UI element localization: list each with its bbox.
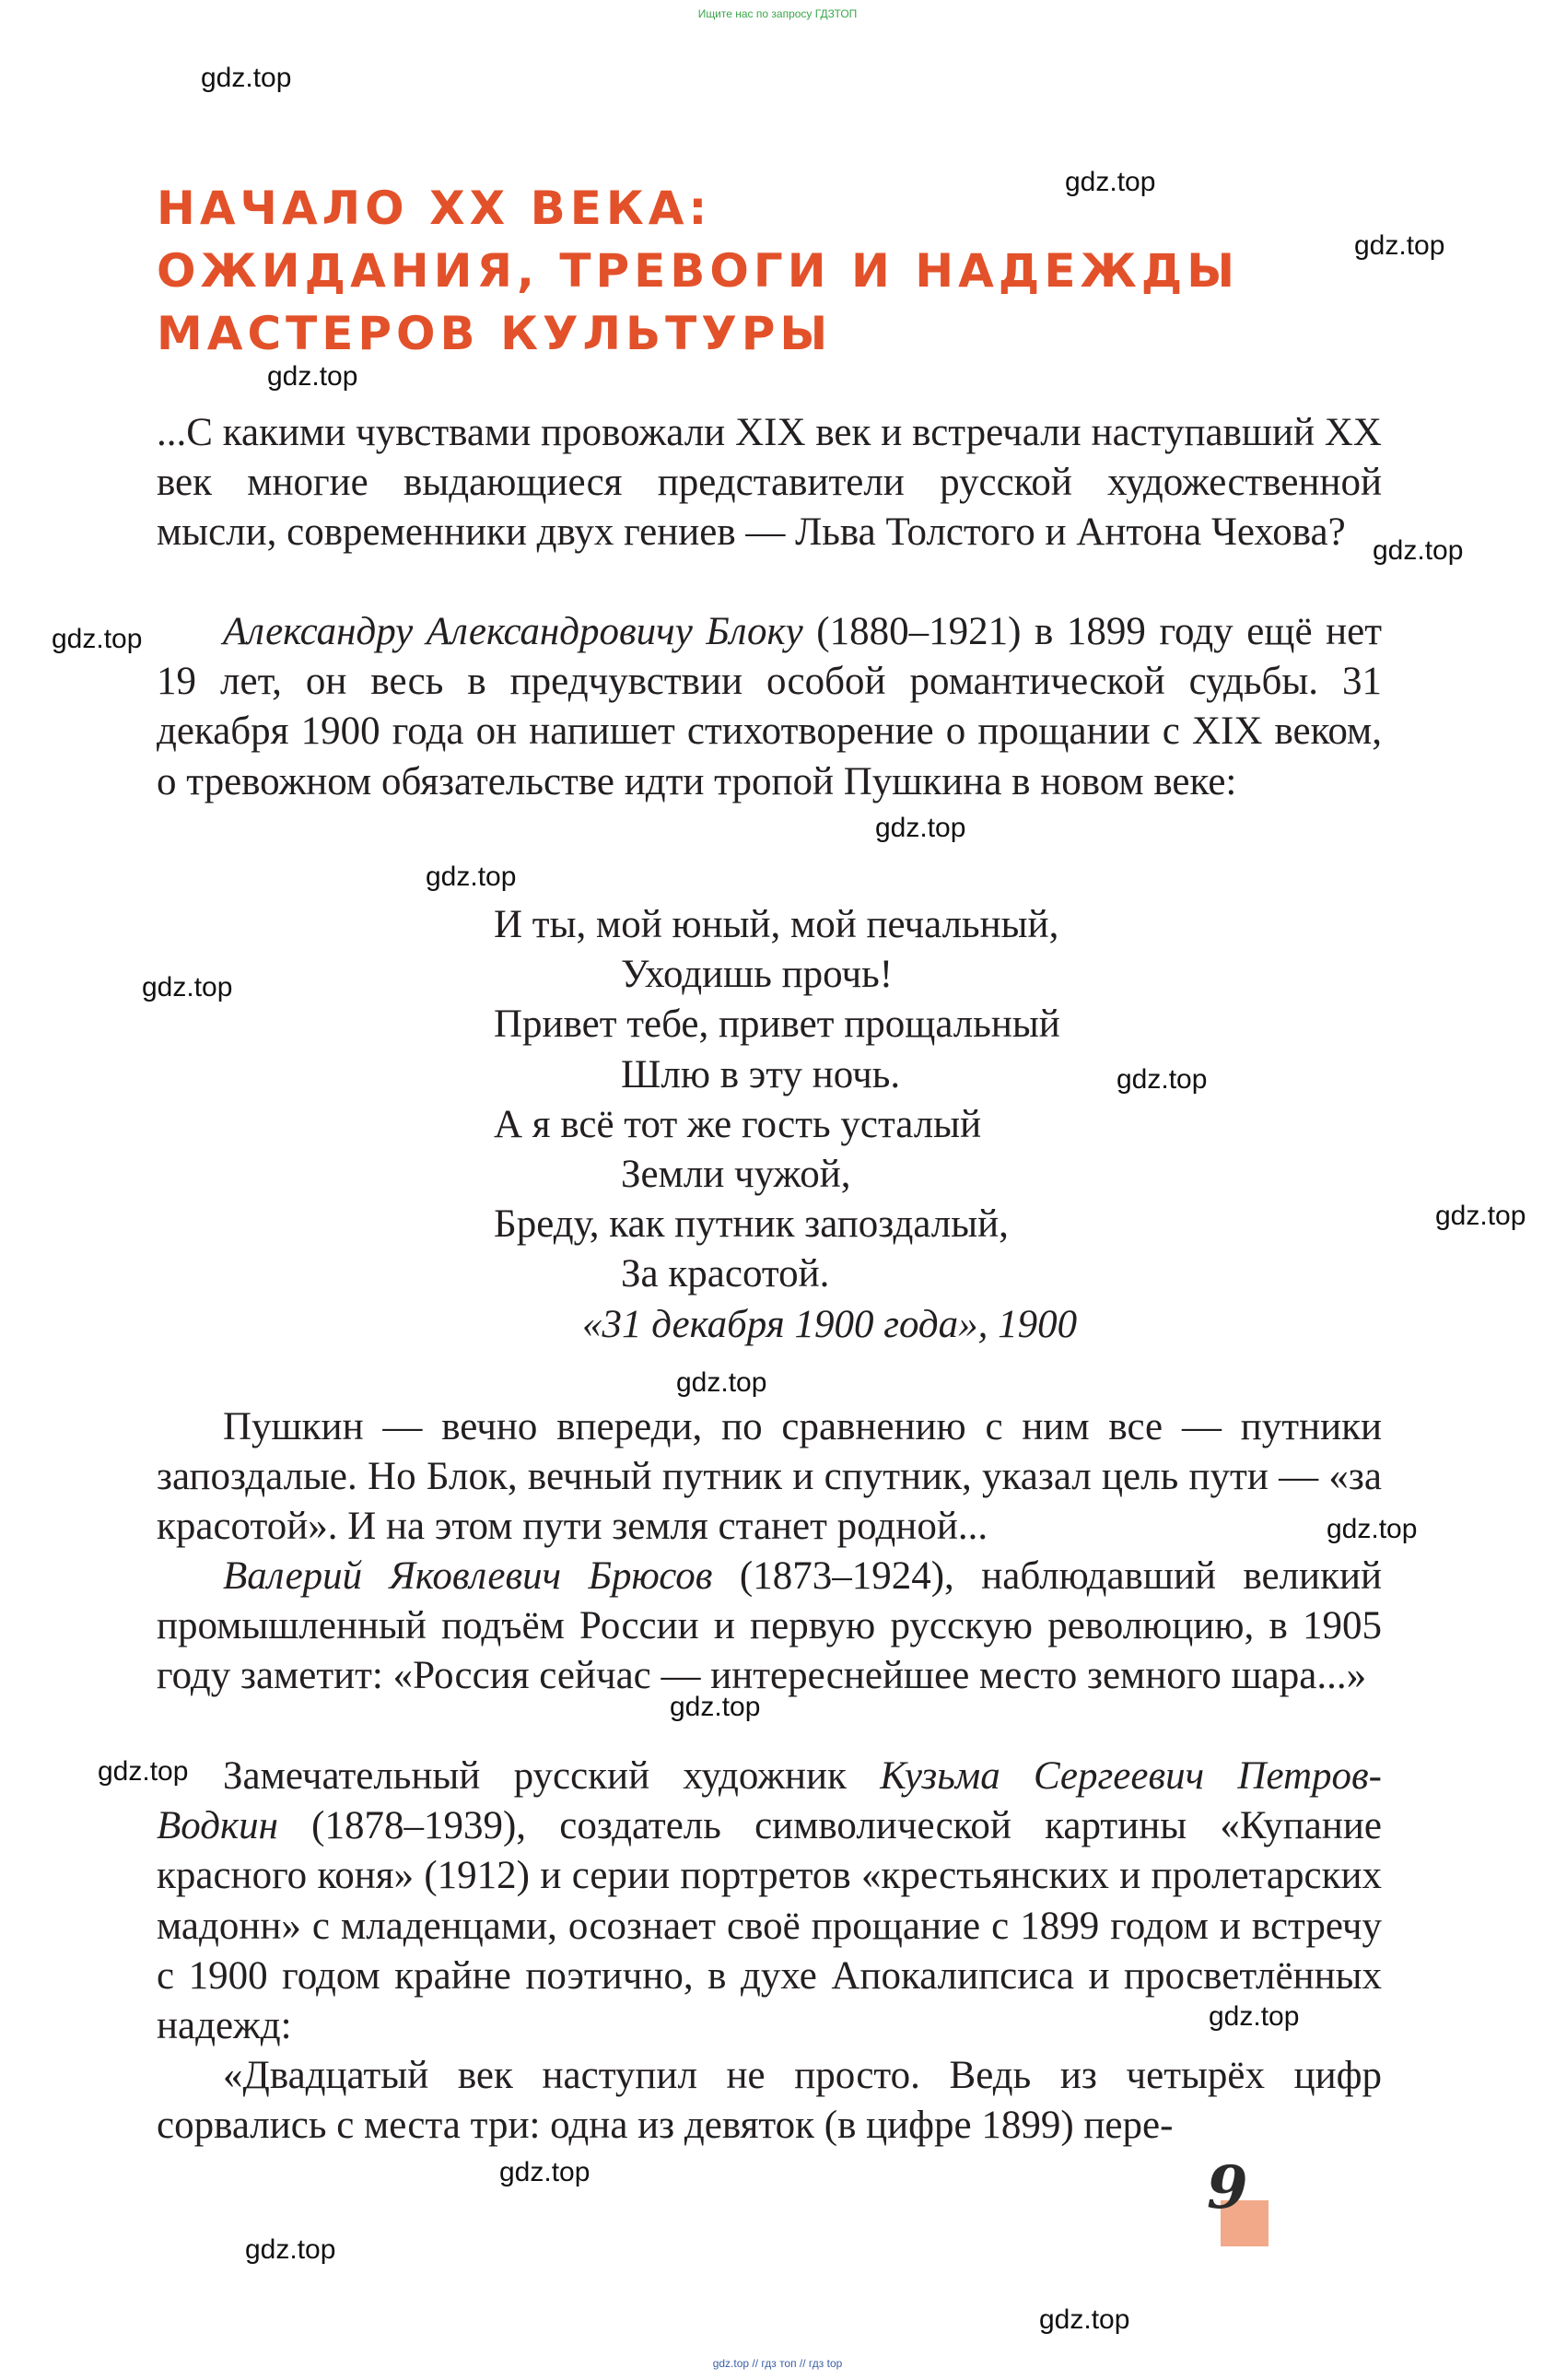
poem-line-5: А я всё тот же гость усталый xyxy=(494,1102,982,1146)
watermark: gdz.top xyxy=(142,972,233,1002)
poem-caption: «31 декабря 1900 года», 1900 xyxy=(582,1302,1078,1346)
watermark: gdz.top xyxy=(1065,167,1156,197)
paragraph-blok xyxy=(157,607,1382,807)
paragraph-petrov-vodkin-lead: Замечательный русский художник xyxy=(223,1754,881,1798)
watermark: gdz.top xyxy=(201,63,292,93)
name-petrov-vodkin: Кузьма Сергеевич Петров-Водкин xyxy=(157,1754,1383,1848)
title-line-2: ОЖИДАНИЯ, ТРЕВОГИ И НАДЕЖДЫ xyxy=(157,244,1240,298)
poem-line-2: Уходишь прочь! xyxy=(621,953,894,997)
paragraph-bryusov-text: (1873–1924), наблюдавший великий промышленный подъём России и первую русскую революцию, в 1905 году заметит: «Россия сейчас — интереснейшее место земного шара...» xyxy=(157,1554,1382,1698)
paragraph-pushkin: Пушкин — вечно впереди, по сравнению с ним все — путники запоздалые. Но Блок, вечный путник и спутник, указал цель пути — «за красотой». И на этом пути земля станет родной... xyxy=(157,1405,1382,1549)
watermark: gdz.top xyxy=(499,2157,590,2187)
title-line-3: МАСТЕРОВ КУЛЬТУРЫ xyxy=(157,307,833,360)
watermark: gdz.top xyxy=(1354,230,1445,261)
top-banner: Ищите нас по запросу ГДЗТОП xyxy=(697,7,858,20)
watermark: gdz.top xyxy=(52,624,143,654)
watermark: gdz.top xyxy=(1373,535,1464,566)
poem-line-1: И ты, мой юный, мой печальный, xyxy=(494,903,1059,946)
watermark: gdz.top xyxy=(426,862,517,892)
paragraph-blok-text: (1880–1921) в 1899 году ещё нет 19 лет, он весь в предчувствии особой романтической судьбы. 31 декабря 1900 года он напишет стихотворение о прощании с XIX веком, о тревожном обязательстве идти тропой Пушкина в новом веке: xyxy=(157,610,1383,803)
poem-line-4: Шлю в эту ночь. xyxy=(621,1052,901,1096)
paragraph-quote: «Двадцатый век наступил не просто. Ведь из четырёх цифр сорвались с места три: одна из девяток (в цифре 1899) пере- xyxy=(157,2054,1382,2148)
watermark: gdz.top xyxy=(1209,2001,1300,2032)
poem-line-3: Привет тебе, привет прощальный xyxy=(494,1002,1060,1047)
paragraph-intro: ...С какими чувствами провожали XIX век и встречали наступавший XX век многие выдающиеся представители русской художественной мысли, современники двух гениев — Льва Толстого и Антона Чехова? xyxy=(157,411,1382,555)
page-number: 9 xyxy=(1207,2153,1248,2222)
paragraph-petrov-vodkin-text: (1878–1939), создатель символической картины «Купание красного коня» (1912) и серии портретов «крестьянских и пролетарских мадонн» с младенцами, осознает своё прощание с 1899 годом и встречу с 1900 годом крайне поэтично, в духе Апокалипсиса и просветлённых надежд: xyxy=(157,1804,1382,2048)
poem-line-7: Бреду, как путник запоздалый, xyxy=(494,1202,1009,1247)
watermark: gdz.top xyxy=(1117,1064,1208,1095)
paragraph-petrov-vodkin xyxy=(157,1752,1382,2051)
watermark: gdz.top xyxy=(245,2234,336,2265)
watermark: gdz.top xyxy=(1327,1514,1418,1544)
watermark: gdz.top xyxy=(98,1756,189,1787)
poem-line-6: Земли чужой, xyxy=(621,1153,851,1197)
poem-line-8: За красотой. xyxy=(621,1252,830,1296)
watermark: gdz.top xyxy=(267,361,358,392)
bottom-banner: gdz.top // гдз топ // гдз top xyxy=(712,2357,843,2370)
poem-block xyxy=(494,900,1077,1350)
watermark: gdz.top xyxy=(875,813,966,843)
watermark: gdz.top xyxy=(1039,2304,1130,2335)
name-bryusov: Валерий Яковлевич Брюсов xyxy=(223,1554,713,1598)
watermark: gdz.top xyxy=(676,1367,767,1398)
watermark: gdz.top xyxy=(670,1692,761,1722)
watermark: gdz.top xyxy=(1435,1201,1526,1231)
paragraph-bryusov xyxy=(157,1552,1382,1702)
chapter-title xyxy=(157,177,1239,365)
name-blok: Александру Александровичу Блоку xyxy=(223,610,803,653)
title-line-1: НАЧАЛО XX ВЕКА: xyxy=(157,182,712,235)
